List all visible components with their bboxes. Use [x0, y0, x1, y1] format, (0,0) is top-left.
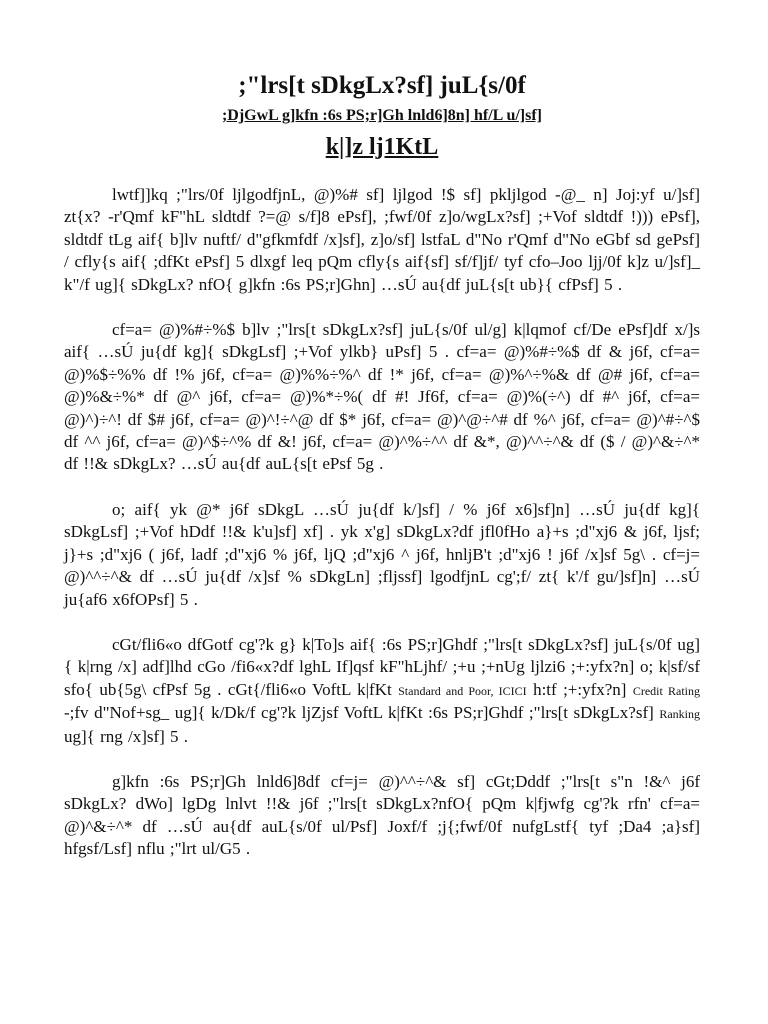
ranking-text: Ranking: [659, 707, 700, 722]
paragraph-text: -;fv d"Nof+sg_ ug]{ k/Dk/f cg'?k ljZjsf VoftL k|fKt :6s PS;r]Ghdf ;"lrs[t sDkgLx?sf]: [64, 703, 660, 723]
paragraph-2: [64, 319, 700, 476]
paragraph-text: o; aif{ yk @* j6f sDkgL …sÚ ju{df k/]sf] / % j6f x6]sf]n] …sÚ ju{df kg]{ sDkgLsf] ;+Vof hDdf !!& k'u]sf] xf] . yk x'g] sDkgLx?df jfl0fHo a}+s ;d"xj6 & j6f, ljsf; j}+s ;d"xj6 ( j6f, ladf ;d"xj6 % j6f, ljQ ;d"xj6 ^ j6f, hnljB't ;d"xj6 ! j6f /x]sf 5g\ . cf=j= @)^^÷^& df …sÚ ju{df /x]sf % sDkgLn] ;fljssf] lgodfjnL cg';f/ zt{ k'/f gu/]sf]n] …sÚ ju{af6 x6fOPsf] 5 .: [64, 499, 700, 609]
document-body: [64, 184, 700, 861]
press-release-heading: k|]z lj1KtL: [325, 134, 439, 160]
paragraph-5: [64, 771, 700, 861]
credit-rating-text: Credit Rating: [632, 683, 700, 698]
rating-agencies-text: Standard and Poor, ICICI: [398, 683, 527, 698]
document-subtitle: ;DjGwL g]kfn :6s PS;r]Gh lnld6]8n] hf/L u/]sf]: [221, 107, 543, 124]
paragraph-text: g]kfn :6s PS;r]Gh lnld6]8df cf=j= @)^^÷^& sf] cGt;Dddf ;"lrs[t s"n !&^ j6f sDkgLx? dWo] lgDg lnlvt !!& j6f ;"lrs[t sDkgLx?nfO{ pQm k|fjwfg cg'?k rfn' cf=a= @)^&÷^* df …sÚ au{df auL{s/0f ul/Psf] Joxf/f ;j{;fwf/0f nufgLstf{ tyf ;Da4 ;a}sf] hfgsf/Lsf] nflu ;"lrt ul/G5 .: [64, 771, 700, 859]
paragraph-text: h:tf ;+:yfx?n]: [526, 679, 633, 699]
paragraph-text: ug]{ rng /x]sf] 5 .: [64, 726, 189, 746]
paragraph-4: [64, 634, 700, 748]
paragraph-text: cf=a= @)%#÷%$ b]lv ;"lrs[t sDkgLx?sf] juL{s/0f ul/g] k|lqmof cf/De ePsf]df x/]s aif{ …sÚ ju{df kg]{ sDkgLsf] ;+Vof ylkb} uPsf] 5 . cf=a= @)%#÷%$ df & j6f, cf=a= @)%$÷%% df !% j6f, cf=a= @)%%÷%^ df !* j6f, cf=a= @)%^÷%& df @# j6f, cf=a= @)%&÷%* df @^ j6f, cf=a= @)%*÷%( df #! Jf6f, cf=a= @)%(÷^) df #^ j6f, cf=a= @)^)÷^! df $# j6f, cf=a= @)^!÷^@ df $* j6f, cf=a= @)^@÷^# df %^ j6f, cf=a= @)^#÷^$ df ^^ j6f, cf=a= @)^$÷^% df &! j6f, cf=a= @)^%÷^^ df &*, @)^^÷^& df ($ / @)^&÷^* df !!& sDkgLx? …sÚ au{df auL{s[t ePsf 5g .: [64, 320, 700, 474]
paragraph-text: cGt/fli6«o dfGotf cg'?k g} k|To]s aif{ :6s PS;r]Ghdf ;"lrs[t sDkgLx?sf] juL{s/0f ug]{ k|rng /x] adf]lhd cGo /fi6«x?df lghL If]qsf kF"hLjhf/ ;+u ;+nUg ljlzi6 ;+:yfx?n] o; k|sf/sf sfo{ ub{5g\ cfPsf 5g . cGt{/fli6«o VoftL k|fKt: [64, 634, 700, 699]
paragraph-1: [64, 184, 700, 296]
paragraph-3: [64, 499, 700, 611]
paragraph-text: lwtf]]kq ;"lrs/0f ljlgodfjnL, @)%# sf] ljlgod !$ sf] pkljlgod -@_ n] Joj:yf u/]sf] zt{x? -r'Qmf kF"hL sldtdf ?=@ s/f]8 ePsf], ;fwf/0f z]o/wgLx?sf] ;+Vof sldtdf !))) ePsf], sldtdf tLg aif{ b]lv nuftf/ d"gfkmfdf /x]sf], z]o/sf] lstfaL d"No r'Qmf d"No eGbf sd gePsf] / cfly{s aif{ ;dfKt ePsf] 5 dlxgf leq pQm cfly{s aif{sf] sf/f]jf/ tyf cfo–Joo ljj/0f k]z u/]sf]_ k"/f ug]{ sDkgLx? nfO{ g]kfn :6s PS;r]Ghn] …sÚ au{df juL{s[t ub}{ cfPsf] 5 .: [64, 185, 700, 294]
document-title: ;"lrs[t sDkgLx?sf] juL{s/0f: [238, 72, 526, 99]
